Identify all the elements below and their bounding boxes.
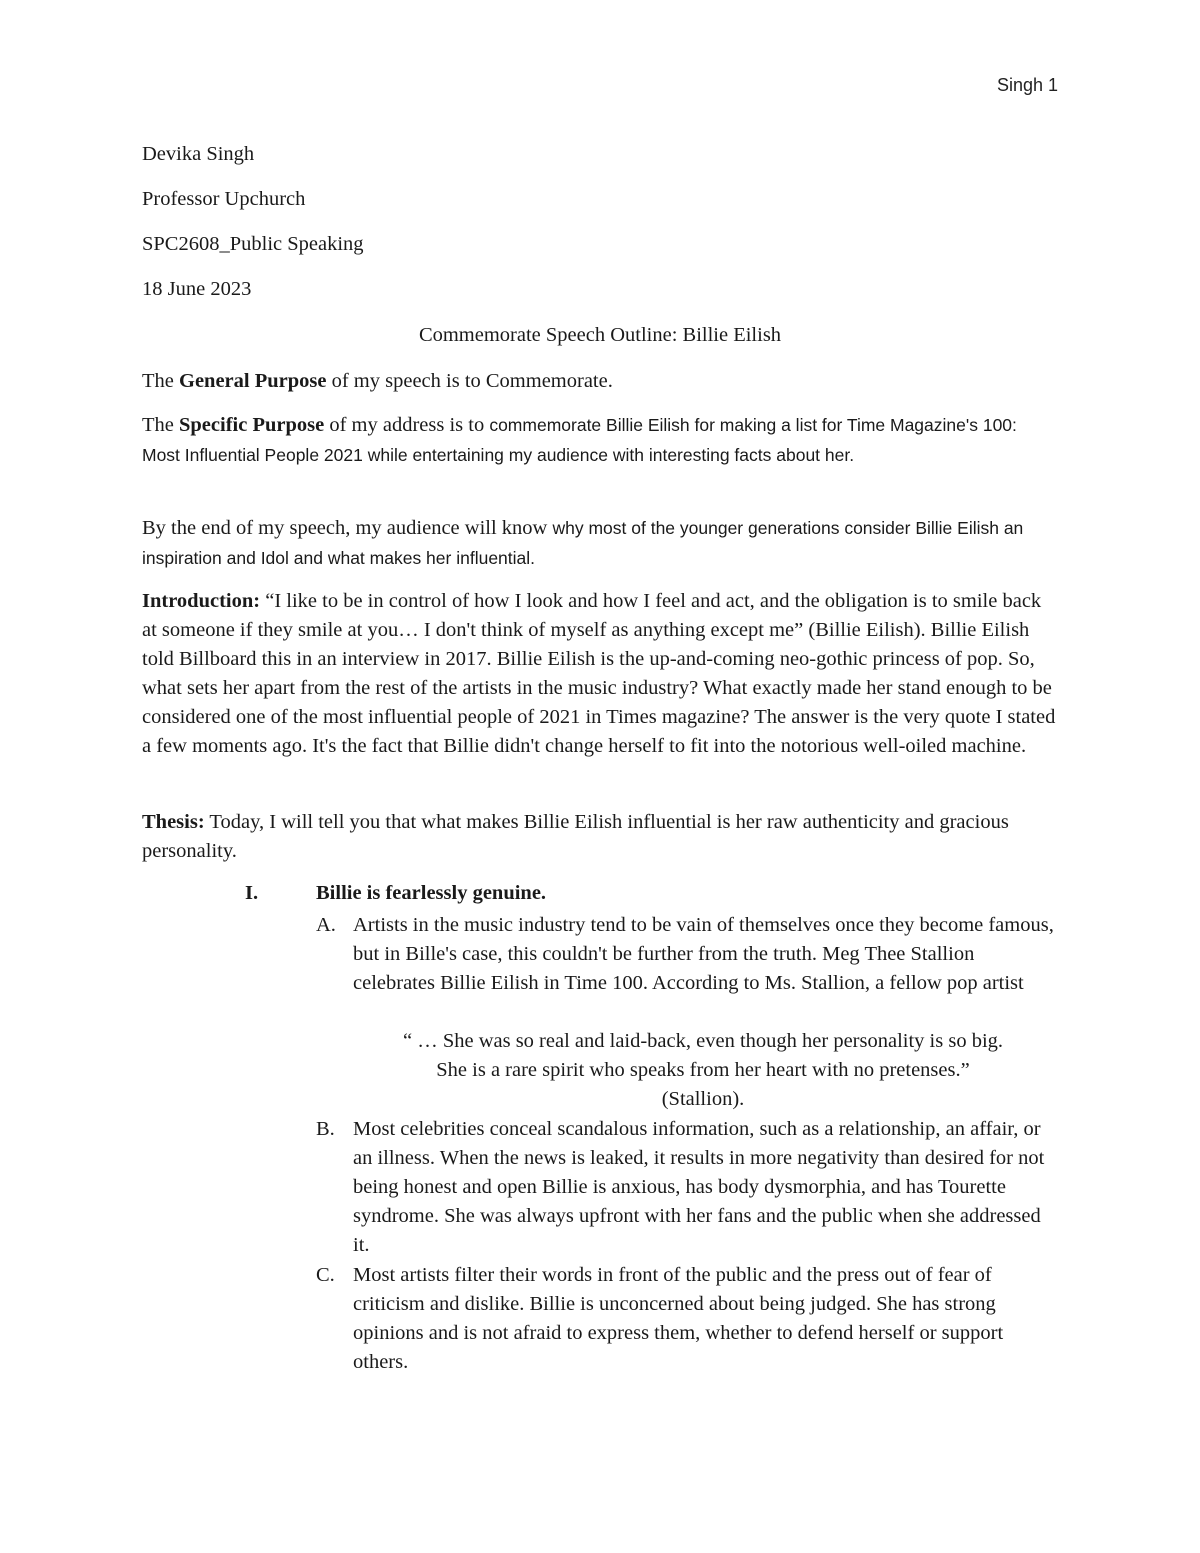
quote-line: “ … She was so real and laid-back, even though her personality is so big. — [402, 1030, 1004, 1052]
by-end-statement — [142, 513, 1057, 573]
quote-citation: (Stallion). — [661, 1088, 745, 1110]
thesis-text: Today, I will tell you that what makes Billie Eilish influential is her raw authenticity and gracious personality. — [142, 811, 1009, 862]
section-heading: Billie is fearlessly genuine. — [316, 882, 547, 904]
general-purpose-lead: The — [142, 370, 179, 392]
section-numeral: I. — [245, 882, 259, 904]
by-end-text: By the end of my speech, my audience will know — [142, 517, 553, 539]
list-item-text: Most celebrities conceal scandalous information, such as a relationship, an affair, or an illness. When the news is leaked, it results in more negativity than desired for not being honest and open Billie is anxious, has body dysmorphia, and has Tourette syndrome. She was always upfront with her fans and the public when she addressed it. — [353, 1118, 1045, 1256]
student-name: Devika Singh — [142, 143, 255, 165]
page-header: Singh 1 — [996, 75, 1058, 95]
general-purpose — [142, 367, 1057, 396]
specific-purpose — [142, 410, 1057, 470]
specific-purpose-detail: commemorate Billie Eilish for making a list for Time Magazine's 100: Most Influential People 2021 while entertaining my audience with interesting facts about her. — [142, 415, 1017, 465]
quote-line: She is a rare spirit who speaks from her heart with no pretenses.” — [436, 1059, 970, 1081]
date: 18 June 2023 — [142, 278, 252, 300]
general-purpose-text: of my speech is to Commemorate. — [326, 370, 613, 392]
introduction-label: Introduction: — [142, 590, 261, 612]
professor-name: Professor Upchurch — [142, 188, 306, 210]
list-item-letter: C. — [316, 1264, 335, 1286]
list-item — [316, 911, 1061, 998]
introduction-text: “I like to be in control of how I look and how I feel and act, and the obligation is to smile back at someone if they smile at you… I don't think of myself as anything except me” (Billie Eilish). Billie Eilish told Billboard this in an interview in 2017. Billie Eilish is the up-and-coming neo-gothic princess of pop. So, what sets her apart from the rest of the artists in the music industry? What exactly made her stand enough to be considered one of the most influential people of 2021 in Times magazine? The answer is the very quote I stated a few moments ago. It's the fact that Billie didn't change herself to fit into the notorious well-oiled machine. — [142, 590, 1056, 757]
list-item-text: Most artists filter their words in front of the public and the press out of fear of criticism and dislike. Billie is unconcerned about being judged. She has strong opinions and is not afraid to express them, whether to defend herself or support others. — [353, 1264, 1004, 1373]
specific-purpose-text: of my address is to — [324, 414, 490, 436]
list-item-letter: B. — [316, 1118, 335, 1140]
course-name: SPC2608_Public Speaking — [142, 233, 364, 255]
thesis — [142, 808, 1057, 866]
list-item-letter: A. — [316, 914, 336, 936]
list-item — [316, 1261, 1061, 1377]
introduction — [142, 587, 1057, 761]
specific-purpose-lead: The — [142, 414, 179, 436]
list-item — [316, 1115, 1061, 1260]
list-item-text: Artists in the music industry tend to be vain of themselves once they become famous, but in Bille's case, this couldn't be further from the truth. Meg Thee Stallion celebrates Billie Eilish in Time 100. According to Ms. Stallion, a fellow pop artist — [353, 914, 1054, 994]
by-end-detail: why most of the younger generations consider Billie Eilish an inspiration and Idol and what makes her influential. — [142, 518, 1024, 568]
thesis-label: Thesis: — [142, 811, 205, 833]
document-title: Commemorate Speech Outline: Billie Eilish — [418, 324, 782, 346]
general-purpose-label: General Purpose — [179, 370, 327, 392]
specific-purpose-label: Specific Purpose — [179, 414, 325, 436]
